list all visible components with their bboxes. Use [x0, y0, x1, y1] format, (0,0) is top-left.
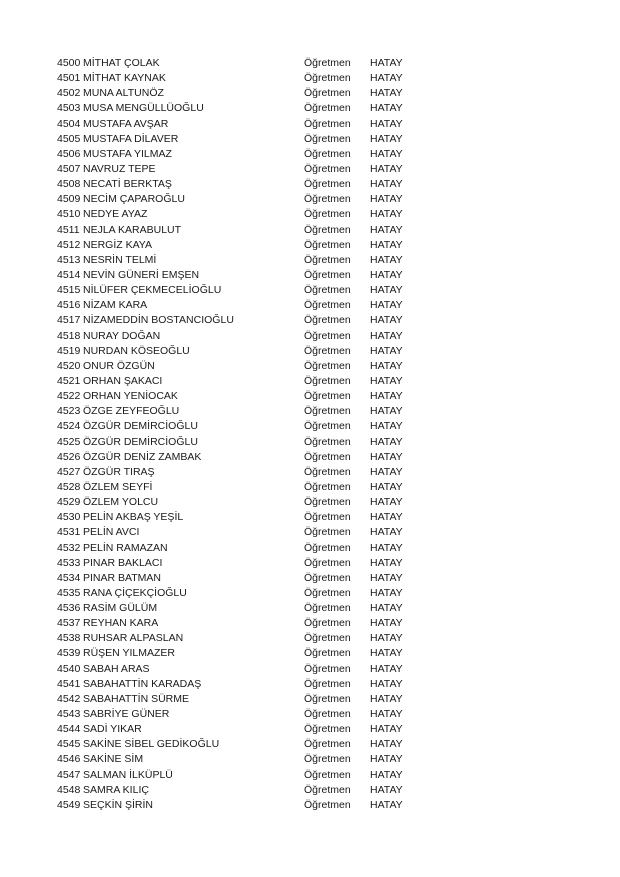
city-label: HATAY: [370, 511, 403, 524]
row-number: 4545: [57, 738, 81, 751]
row-number: 4515: [57, 284, 81, 297]
row-number: 4518: [57, 329, 81, 342]
role-label: Öğretmen: [304, 208, 351, 221]
role-label: Öğretmen: [304, 344, 351, 357]
person-name: MUNA ALTUNÖZ: [83, 87, 164, 100]
person-name: MUSTAFA DİLAVER: [83, 132, 179, 145]
person-name: NURDAN KÖSEOĞLU: [83, 344, 190, 357]
role-label: Öğretmen: [304, 617, 351, 630]
person-name: PELİN AKBAŞ YEŞİL: [83, 511, 184, 524]
city-label: HATAY: [370, 223, 403, 236]
list-item: [57, 465, 417, 480]
person-name: MİTHAT ÇOLAK: [83, 57, 160, 69]
list-item: [57, 329, 417, 344]
role-label: Öğretmen: [304, 178, 351, 191]
row-number: 4508: [57, 178, 81, 191]
person-name: NEDYE AYAZ: [83, 208, 148, 221]
person-name: ÖZGÜR DENİZ ZAMBAK: [83, 450, 202, 463]
row-number: 4520: [57, 359, 81, 372]
person-name: NİLÜFER ÇEKMECELİOĞLU: [83, 284, 222, 297]
city-label: HATAY: [370, 753, 403, 766]
row-number: 4514: [57, 268, 81, 281]
city-label: HATAY: [370, 738, 403, 751]
city-label: HATAY: [370, 602, 403, 615]
list-item: [57, 586, 417, 601]
city-label: HATAY: [370, 57, 403, 69]
role-label: Öğretmen: [304, 162, 351, 175]
role-label: Öğretmen: [304, 571, 351, 584]
list-item: [57, 298, 417, 313]
city-label: HATAY: [370, 435, 403, 448]
role-label: Öğretmen: [304, 132, 351, 145]
row-number: 4524: [57, 420, 81, 433]
list-item: [57, 86, 417, 101]
person-name: ÖZGÜR TIRAŞ: [83, 465, 155, 478]
list-item: [57, 737, 417, 752]
person-name: NERGİZ KAYA: [83, 238, 153, 251]
person-name: NECATİ BERKTAŞ: [83, 178, 172, 191]
list-item: [57, 450, 417, 465]
person-name: NECİM ÇAPAROĞLU: [83, 193, 185, 206]
list-item: [57, 253, 417, 268]
list-item: [57, 692, 417, 707]
person-name: RANA ÇİÇEKÇİOĞLU: [83, 586, 187, 599]
city-label: HATAY: [370, 284, 403, 297]
list-item: [57, 374, 417, 389]
role-label: Öğretmen: [304, 586, 351, 599]
list-item: [57, 435, 417, 450]
list-item: [57, 677, 417, 692]
city-label: HATAY: [370, 647, 403, 660]
list-item: [57, 722, 417, 737]
list-item: [57, 192, 417, 207]
role-label: Öğretmen: [304, 390, 351, 403]
list-item: [57, 238, 417, 253]
person-name: REYHAN KARA: [83, 617, 159, 630]
list-item: [57, 525, 417, 540]
list-item: [57, 510, 417, 525]
role-label: Öğretmen: [304, 450, 351, 463]
person-name: MUSTAFA AVŞAR: [83, 117, 169, 130]
list-item: [57, 344, 417, 359]
row-number: 4517: [57, 314, 81, 327]
city-label: HATAY: [370, 708, 403, 721]
city-label: HATAY: [370, 102, 403, 115]
list-item: [57, 117, 417, 132]
person-name: ORHAN ŞAKACI: [83, 374, 163, 387]
person-name: NESRİN TELMİ: [83, 253, 157, 266]
list-item: [57, 752, 417, 767]
row-number: 4543: [57, 708, 81, 721]
list-item: [57, 556, 417, 571]
role-label: Öğretmen: [304, 193, 351, 206]
person-name: PELİN AVCI: [83, 526, 140, 539]
role-label: Öğretmen: [304, 632, 351, 645]
role-label: Öğretmen: [304, 677, 351, 690]
role-label: Öğretmen: [304, 420, 351, 433]
person-name: ÖZGÜR DEMİRCİOĞLU: [83, 435, 198, 448]
row-number: 4501: [57, 72, 81, 85]
list-item: [57, 631, 417, 646]
city-label: HATAY: [370, 617, 403, 630]
role-label: Öğretmen: [304, 708, 351, 721]
city-label: HATAY: [370, 662, 403, 675]
row-number: 4516: [57, 299, 81, 312]
role-label: Öğretmen: [304, 284, 351, 297]
person-name: SALMAN İLKÜPLÜ: [83, 768, 173, 781]
person-name: NİZAM KARA: [83, 299, 148, 312]
role-label: Öğretmen: [304, 768, 351, 781]
role-label: Öğretmen: [304, 117, 351, 130]
row-number: 4519: [57, 344, 81, 357]
city-label: HATAY: [370, 571, 403, 584]
role-label: Öğretmen: [304, 465, 351, 478]
role-label: Öğretmen: [304, 526, 351, 539]
person-name: ÖZLEM SEYFİ: [83, 480, 153, 493]
city-label: HATAY: [370, 178, 403, 191]
role-label: Öğretmen: [304, 798, 351, 811]
role-label: Öğretmen: [304, 435, 351, 448]
row-number: 4541: [57, 677, 81, 690]
list-item: [57, 71, 417, 86]
person-name: NAVRUZ TEPE: [83, 162, 156, 175]
role-label: Öğretmen: [304, 511, 351, 524]
city-label: HATAY: [370, 374, 403, 387]
city-label: HATAY: [370, 465, 403, 478]
list-item: [57, 662, 417, 677]
row-number: 4525: [57, 435, 81, 448]
role-label: Öğretmen: [304, 87, 351, 100]
list-item: [57, 541, 417, 556]
role-label: Öğretmen: [304, 299, 351, 312]
role-label: Öğretmen: [304, 753, 351, 766]
row-number: 4500: [57, 57, 81, 69]
list-item: [57, 571, 417, 586]
role-label: Öğretmen: [304, 783, 351, 796]
role-label: Öğretmen: [304, 723, 351, 736]
role-label: Öğretmen: [304, 374, 351, 387]
list-item: [57, 207, 417, 222]
person-name: RUHSAR ALPASLAN: [83, 632, 184, 645]
row-number: 4510: [57, 208, 81, 221]
row-number: 4505: [57, 132, 81, 145]
person-name: SAKİNE SİM: [83, 753, 144, 766]
person-name: SABAH ARAS: [83, 662, 150, 675]
list-item: [57, 480, 417, 495]
list-item: [57, 389, 417, 404]
city-label: HATAY: [370, 72, 403, 85]
city-label: HATAY: [370, 87, 403, 100]
city-label: HATAY: [370, 147, 403, 160]
person-name: SABRİYE GÜNER: [83, 708, 170, 721]
row-number: 4511: [57, 223, 80, 236]
person-name: PELİN RAMAZAN: [83, 541, 168, 554]
city-label: HATAY: [370, 783, 403, 796]
city-label: HATAY: [370, 208, 403, 221]
role-label: Öğretmen: [304, 329, 351, 342]
list-item: [57, 56, 417, 71]
row-number: 4530: [57, 511, 81, 524]
person-name: ÖZGÜR DEMİRCİOĞLU: [83, 420, 198, 433]
list-item: [57, 707, 417, 722]
person-name: MUSTAFA YILMAZ: [83, 147, 172, 160]
role-label: Öğretmen: [304, 147, 351, 160]
city-label: HATAY: [370, 723, 403, 736]
row-number: 4544: [57, 723, 81, 736]
role-label: Öğretmen: [304, 738, 351, 751]
role-label: Öğretmen: [304, 480, 351, 493]
person-name: RÜŞEN YILMAZER: [83, 647, 175, 660]
city-label: HATAY: [370, 390, 403, 403]
city-label: HATAY: [370, 359, 403, 372]
person-name: ÖZGE ZEYFEOĞLU: [83, 405, 180, 418]
role-label: Öğretmen: [304, 541, 351, 554]
city-label: HATAY: [370, 299, 403, 312]
row-number: 4504: [57, 117, 81, 130]
row-number: 4548: [57, 783, 81, 796]
person-name: NEVİN GÜNERİ EMŞEN: [83, 268, 200, 281]
person-name: SABAHATTİN KARADAŞ: [83, 677, 202, 690]
city-label: HATAY: [370, 496, 403, 509]
list-item: [57, 404, 417, 419]
row-number: 4540: [57, 662, 81, 675]
list-item: [57, 268, 417, 283]
person-name: PINAR BAKLACI: [83, 556, 163, 569]
role-label: Öğretmen: [304, 72, 351, 85]
city-label: HATAY: [370, 420, 403, 433]
city-label: HATAY: [370, 692, 403, 705]
person-name: NURAY DOĞAN: [83, 329, 161, 342]
role-label: Öğretmen: [304, 57, 351, 69]
role-label: Öğretmen: [304, 253, 351, 266]
list-item: [57, 101, 417, 116]
row-number: 4538: [57, 632, 81, 645]
row-number: 4509: [57, 193, 81, 206]
row-number: 4526: [57, 450, 81, 463]
role-label: Öğretmen: [304, 556, 351, 569]
list-item: [57, 283, 417, 298]
person-name: SAMRA KILIÇ: [83, 783, 149, 796]
list-item: [57, 132, 417, 147]
row-number: 4536: [57, 602, 81, 615]
person-name: SEÇKİN ŞİRİN: [83, 798, 154, 811]
person-name: SABAHATTİN SÜRME: [83, 692, 189, 705]
role-label: Öğretmen: [304, 314, 351, 327]
row-number: 4506: [57, 147, 81, 160]
city-label: HATAY: [370, 329, 403, 342]
list-item: [57, 177, 417, 192]
list-item: [57, 162, 417, 177]
person-name: MİTHAT KAYNAK: [83, 72, 166, 85]
row-number: 4502: [57, 87, 81, 100]
teacher-list: [57, 56, 417, 813]
list-item: [57, 783, 417, 798]
role-label: Öğretmen: [304, 602, 351, 615]
city-label: HATAY: [370, 677, 403, 690]
list-item: [57, 768, 417, 783]
list-item: [57, 419, 417, 434]
row-number: 4527: [57, 465, 81, 478]
row-number: 4531: [57, 526, 81, 539]
row-number: 4547: [57, 768, 81, 781]
city-label: HATAY: [370, 132, 403, 145]
row-number: 4521: [57, 374, 81, 387]
row-number: 4512: [57, 238, 81, 251]
city-label: HATAY: [370, 798, 403, 811]
row-number: 4532: [57, 541, 81, 554]
city-label: HATAY: [370, 450, 403, 463]
city-label: HATAY: [370, 253, 403, 266]
list-item: [57, 147, 417, 162]
city-label: HATAY: [370, 405, 403, 418]
person-name: SADİ YIKAR: [83, 723, 142, 736]
row-number: 4513: [57, 253, 81, 266]
person-name: SAKİNE SİBEL GEDİKOĞLU: [83, 738, 220, 751]
city-label: HATAY: [370, 632, 403, 645]
role-label: Öğretmen: [304, 223, 351, 236]
role-label: Öğretmen: [304, 496, 351, 509]
row-number: 4533: [57, 556, 81, 569]
role-label: Öğretmen: [304, 359, 351, 372]
list-item: [57, 495, 417, 510]
role-label: Öğretmen: [304, 692, 351, 705]
list-item: [57, 798, 417, 813]
city-label: HATAY: [370, 480, 403, 493]
person-name: ONUR ÖZGÜN: [83, 359, 155, 372]
row-number: 4542: [57, 692, 81, 705]
city-label: HATAY: [370, 344, 403, 357]
row-number: 4529: [57, 496, 81, 509]
city-label: HATAY: [370, 586, 403, 599]
row-number: 4507: [57, 162, 81, 175]
row-number: 4503: [57, 102, 81, 115]
list-item: [57, 313, 417, 328]
person-name: ÖZLEM YOLCU: [83, 496, 159, 509]
city-label: HATAY: [370, 238, 403, 251]
role-label: Öğretmen: [304, 238, 351, 251]
role-label: Öğretmen: [304, 268, 351, 281]
city-label: HATAY: [370, 541, 403, 554]
city-label: HATAY: [370, 162, 403, 175]
city-label: HATAY: [370, 268, 403, 281]
city-label: HATAY: [370, 556, 403, 569]
row-number: 4549: [57, 798, 81, 811]
role-label: Öğretmen: [304, 662, 351, 675]
row-number: 4523: [57, 405, 81, 418]
row-number: 4535: [57, 586, 81, 599]
row-number: 4537: [57, 617, 81, 630]
row-number: 4522: [57, 390, 81, 403]
list-item: [57, 601, 417, 616]
list-item: [57, 616, 417, 631]
person-name: MUSA MENGÜLLÜOĞLU: [83, 102, 204, 115]
city-label: HATAY: [370, 193, 403, 206]
role-label: Öğretmen: [304, 647, 351, 660]
city-label: HATAY: [370, 314, 403, 327]
list-item: [57, 223, 417, 238]
role-label: Öğretmen: [304, 102, 351, 115]
city-label: HATAY: [370, 526, 403, 539]
row-number: 4534: [57, 571, 81, 584]
person-name: PINAR BATMAN: [83, 571, 161, 584]
person-name: NİZAMEDDİN BOSTANCIOĞLU: [83, 314, 234, 327]
row-number: 4528: [57, 480, 81, 493]
row-number: 4539: [57, 647, 81, 660]
list-item: [57, 646, 417, 661]
list-item: [57, 359, 417, 374]
city-label: HATAY: [370, 117, 403, 130]
role-label: Öğretmen: [304, 405, 351, 418]
person-name: RASİM GÜLÜM: [83, 602, 158, 615]
city-label: HATAY: [370, 768, 403, 781]
person-name: ORHAN YENİOCAK: [83, 390, 178, 403]
person-name: NEJLA KARABULUT: [83, 223, 182, 236]
row-number: 4546: [57, 753, 81, 766]
